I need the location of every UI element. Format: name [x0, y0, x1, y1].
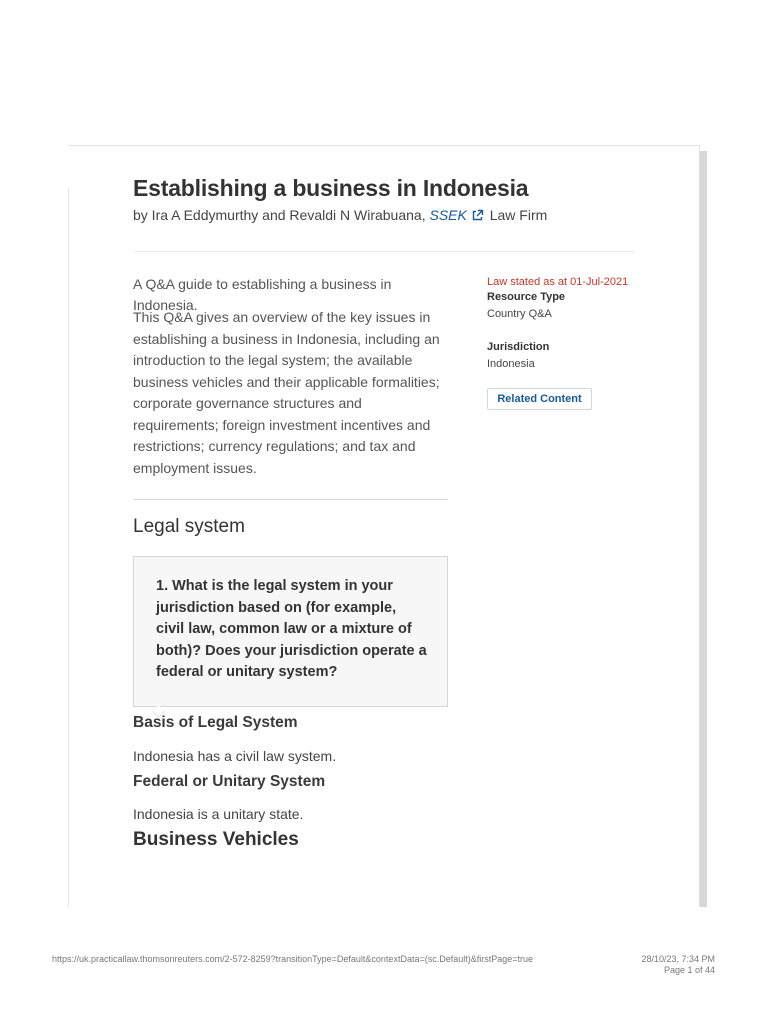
- firm-link[interactable]: SSEK: [429, 207, 467, 223]
- question-text: 1. What is the legal system in your jurisdiction based on (for example, civil law, common law or a mixture of both)? Does your jurisdiction operate a federal or unitary system?: [156, 578, 427, 680]
- jurisdiction-label: Jurisdiction: [487, 341, 550, 353]
- basis-heading: Basis of Legal System: [133, 714, 298, 731]
- firm-suffix: Law Firm: [489, 207, 548, 223]
- byline-authors: by Ira A Eddymurthy and Revaldi N Wirabuana,: [133, 207, 426, 223]
- external-link-icon[interactable]: [471, 209, 484, 225]
- federal-text: Indonesia is a unitary state.: [133, 806, 304, 822]
- metadata-sidebar: [487, 275, 637, 372]
- business-vehicles-heading: Business Vehicles: [133, 829, 299, 850]
- overview-text: This Q&A gives an overview of the key issues in establishing a business in Indonesia, including an introduction to the legal system; the available business vehicles and their applicable formalities; corporate governance structures and requirements; foreign investment incentives and restrictions; currency regulations; and tax and employment issues.: [133, 309, 440, 476]
- footer-url: https://uk.practicallaw.thomsonreuters.com/2-572-8259?transitionType=Default&contextData=(sc.Default)&firstPage=true: [52, 954, 533, 964]
- section-title-legal-system: Legal system: [133, 516, 245, 537]
- resource-type-value: Country Q&A: [487, 308, 552, 320]
- byline: [133, 207, 547, 225]
- law-stated-date: Law stated as at 01-Jul-2021: [487, 276, 629, 288]
- jurisdiction-value: Indonesia: [487, 358, 535, 370]
- footer-page-number: Page 1 of 44: [663, 965, 715, 975]
- card-left-border: [68, 188, 69, 907]
- related-content-button[interactable]: Related Content: [487, 388, 592, 410]
- header-divider: [133, 251, 634, 252]
- intro-text: A Q&A guide to establishing a business in Indonesia.: [133, 276, 392, 313]
- section-divider: [133, 499, 448, 500]
- basis-text: Indonesia has a civil law system.: [133, 748, 337, 764]
- footer-timestamp: 28/10/23, 7:34 PM: [641, 954, 715, 964]
- federal-heading: Federal or Unitary System: [133, 773, 326, 790]
- footer-meta: [641, 954, 715, 976]
- resource-type-label: Resource Type: [487, 291, 566, 303]
- article-title: Establishing a business in Indonesia: [133, 175, 529, 201]
- question-box: [133, 556, 448, 707]
